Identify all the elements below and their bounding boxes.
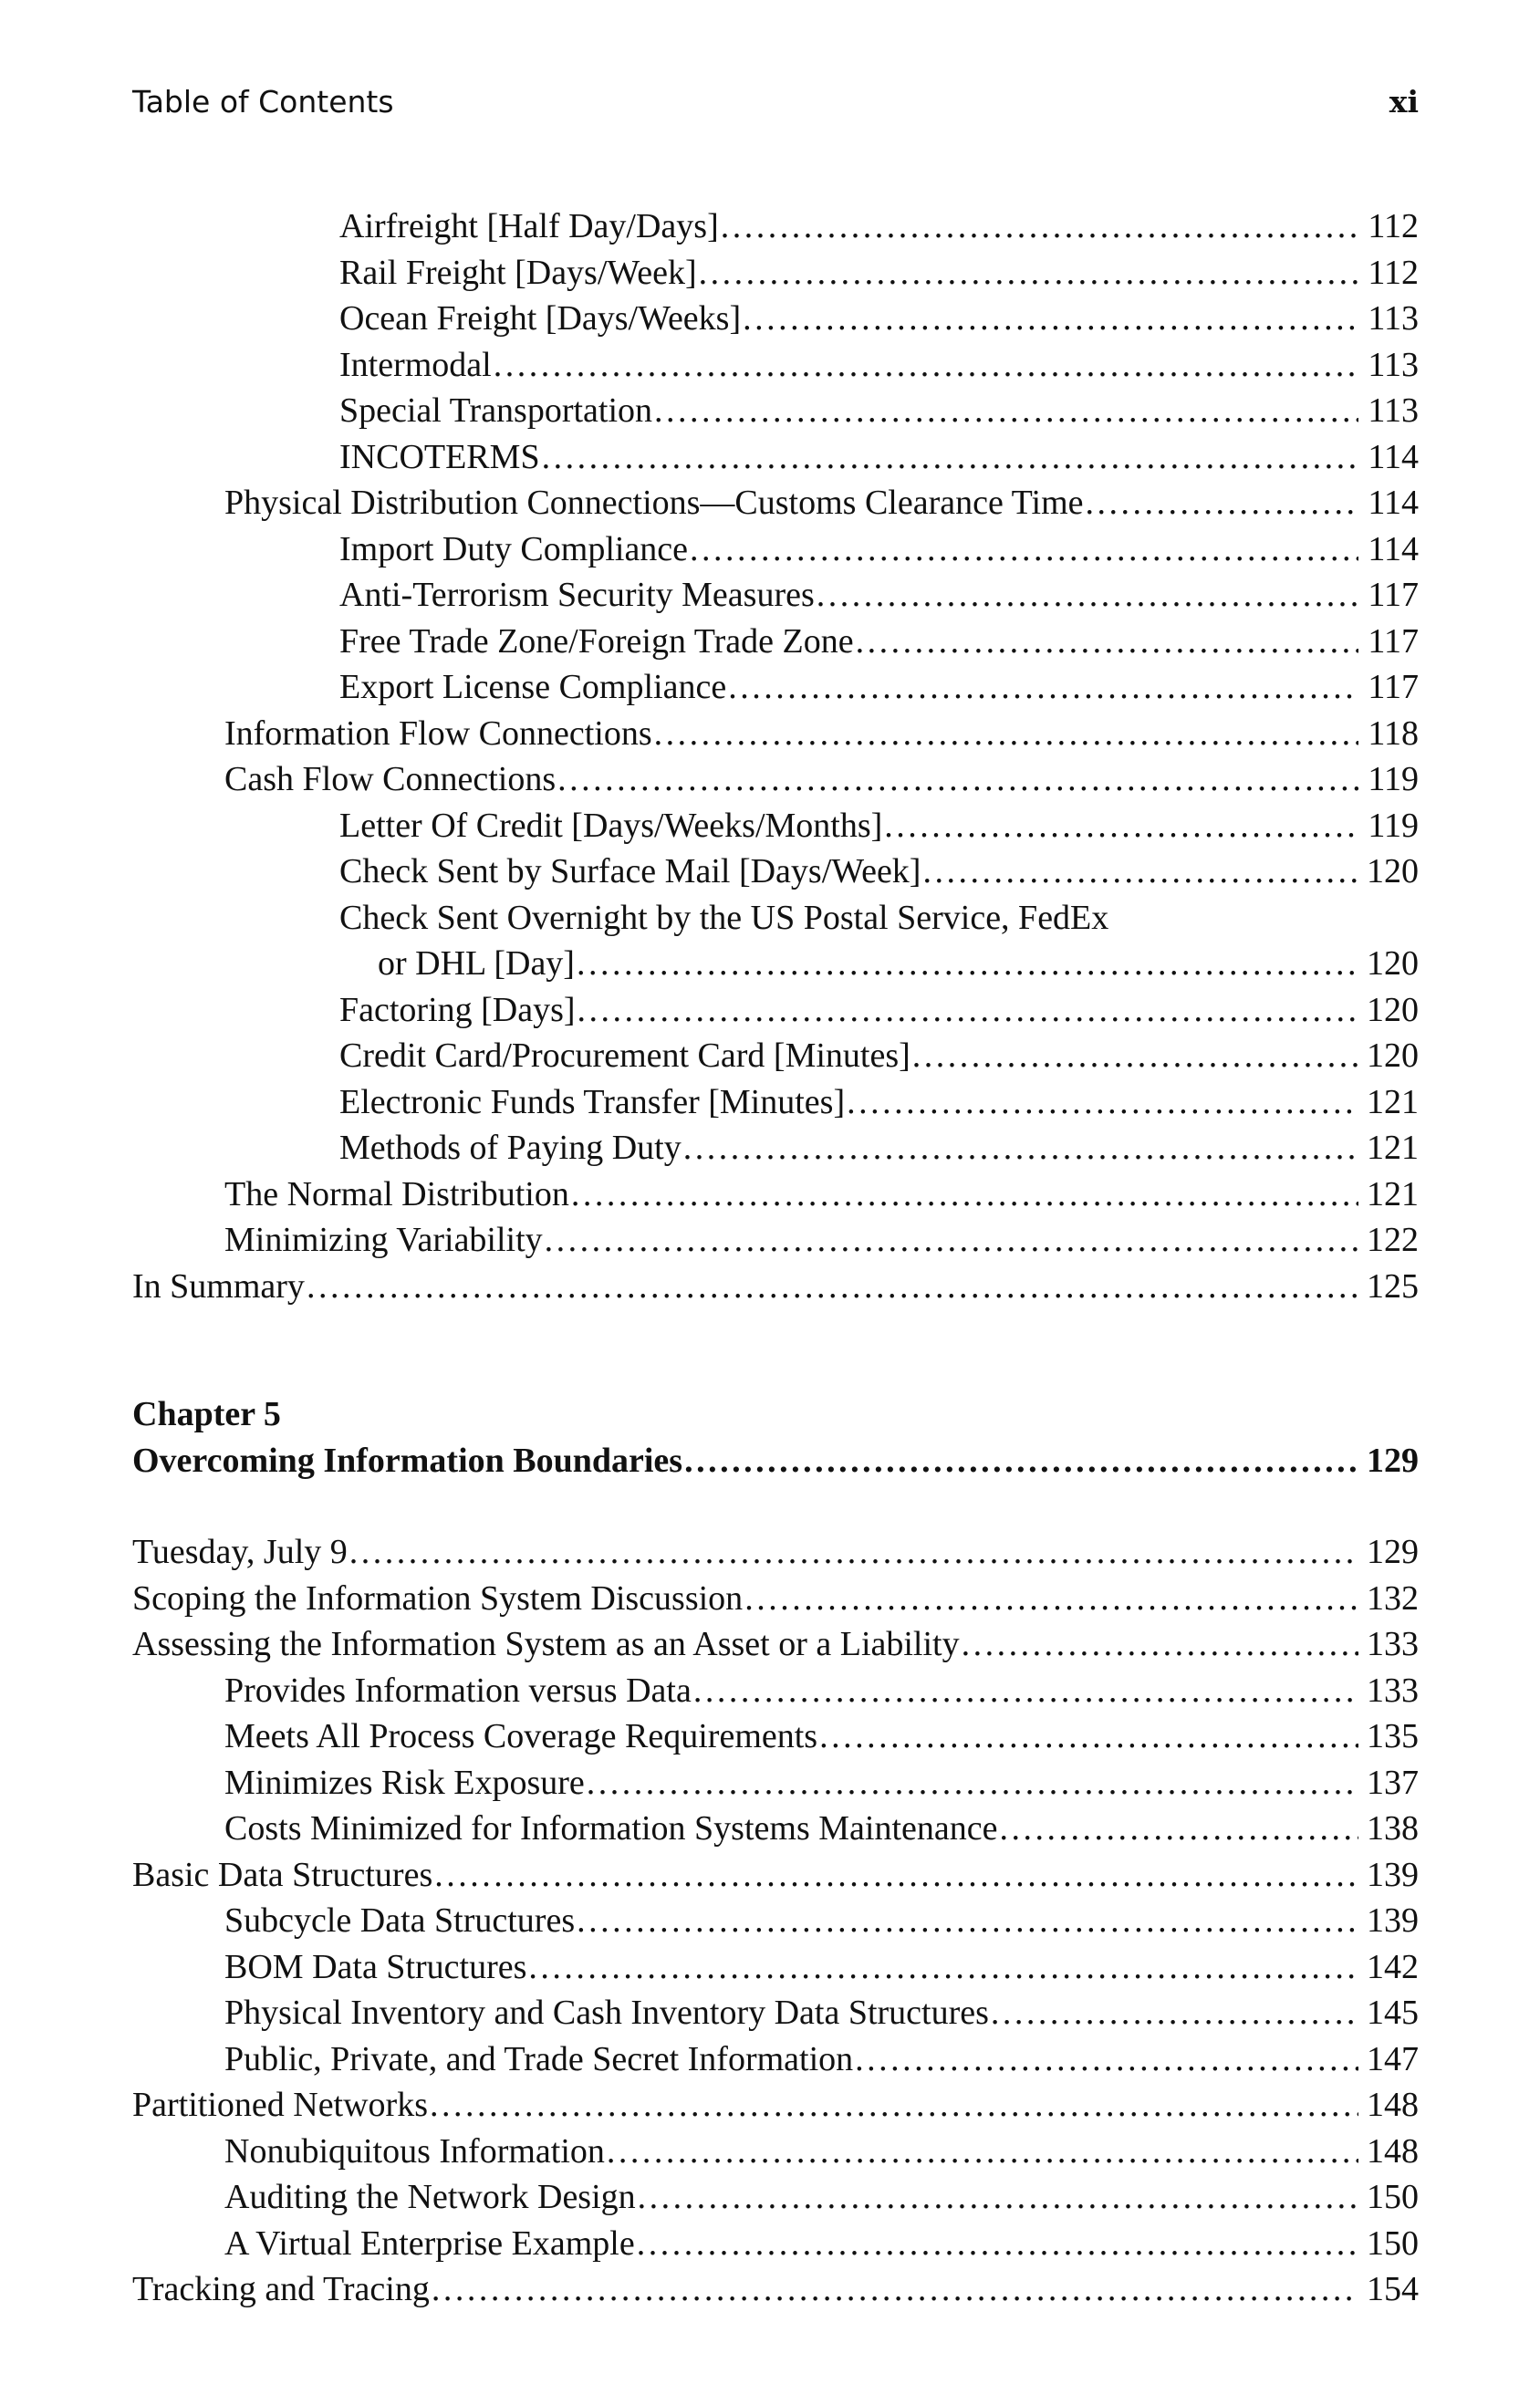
toc-entry-label: BOM Data Structures	[224, 1947, 527, 1986]
dot-leader	[847, 1079, 1358, 1126]
toc-entry[interactable]	[132, 941, 1419, 987]
toc-entry-label: Nonubiquitous Information	[224, 2131, 605, 2171]
running-header-title: Table of Contents	[132, 84, 394, 120]
toc-entry-page: 121	[1367, 1129, 1419, 1167]
toc-entry-label: Subcycle Data Structures	[224, 1901, 576, 1940]
toc-entry-page: 148	[1367, 2131, 1419, 2171]
dot-leader	[817, 572, 1358, 619]
dot-leader	[654, 711, 1358, 757]
toc-entry-page: 117	[1368, 621, 1419, 661]
toc-entry-page: 148	[1367, 2086, 1419, 2124]
toc-entry-page: 112	[1368, 253, 1419, 292]
toc-entry-page: 114	[1368, 437, 1419, 476]
toc-entry-page: 121	[1367, 1174, 1419, 1213]
toc-entry-label: Export License Compliance	[339, 668, 727, 706]
toc-entry-label: Factoring [Days]	[339, 990, 576, 1029]
toc-entry-page: 145	[1367, 1994, 1419, 2032]
toc-entry[interactable]	[132, 895, 1419, 942]
toc-entry-page: 139	[1367, 1901, 1419, 1940]
toc-entry[interactable]	[132, 711, 1419, 757]
toc-entry[interactable]	[132, 619, 1419, 665]
toc-entry[interactable]	[132, 1990, 1419, 2036]
toc-entry[interactable]	[132, 1264, 1419, 1310]
toc-entry-label: Minimizing Variability	[224, 1221, 543, 1259]
toc-entry[interactable]	[132, 434, 1419, 481]
dot-leader	[557, 756, 1358, 803]
toc-entry-label: The Normal Distribution	[224, 1174, 569, 1213]
toc-entry[interactable]	[132, 1033, 1419, 1079]
toc-entry[interactable]	[132, 1171, 1419, 1218]
toc-entry[interactable]	[132, 849, 1419, 895]
dot-leader	[962, 1621, 1358, 1668]
toc-section-chapter-5	[132, 1529, 1419, 2313]
dot-leader	[577, 941, 1358, 987]
page-number: xi	[1389, 84, 1419, 120]
chapter-5-heading	[132, 1391, 1419, 1484]
dot-leader	[432, 2266, 1358, 2313]
toc-entry-page: 112	[1368, 207, 1419, 245]
toc-entry[interactable]	[132, 526, 1419, 573]
dot-leader	[430, 2082, 1358, 2129]
dot-leader	[912, 1033, 1358, 1079]
toc-entry[interactable]	[132, 756, 1419, 803]
dot-leader	[528, 1944, 1358, 1991]
toc-entry[interactable]	[132, 987, 1419, 1034]
toc-entry-label: A Virtual Enterprise Example	[224, 2223, 635, 2263]
toc-entry-label: Letter Of Credit [Days/Weeks/Months]	[339, 806, 883, 845]
dot-leader	[1086, 480, 1358, 526]
dot-leader	[683, 1125, 1358, 1171]
chapter-title: Overcoming Information Boundaries	[132, 1441, 683, 1480]
toc-entry[interactable]	[132, 2266, 1419, 2313]
toc-entry[interactable]	[132, 296, 1419, 342]
toc-entry[interactable]	[132, 250, 1419, 297]
toc-entry-page: 117	[1368, 668, 1419, 706]
toc-entry-label: or DHL [Day]	[378, 944, 575, 983]
toc-entry-page: 121	[1367, 1082, 1419, 1121]
dot-leader	[999, 1806, 1358, 1852]
toc-entry[interactable]	[132, 1125, 1419, 1171]
dot-leader	[578, 987, 1358, 1034]
toc-entry-page: 133	[1367, 1625, 1419, 1663]
dot-leader	[922, 849, 1358, 895]
toc-entry-page: 120	[1367, 1036, 1419, 1075]
dot-leader	[542, 434, 1358, 481]
toc-entry-page: 119	[1368, 760, 1419, 798]
toc-entry-page: 120	[1367, 852, 1419, 890]
toc-entry-page: 114	[1368, 484, 1419, 522]
dot-leader	[349, 1529, 1358, 1576]
toc-entry-page: 122	[1367, 1221, 1419, 1259]
toc-entry-label: In Summary	[132, 1266, 305, 1306]
toc-entry-label: Methods of Paying Duty	[339, 1129, 682, 1167]
toc-entry-page: 150	[1367, 2223, 1419, 2263]
toc-entry[interactable]	[132, 2129, 1419, 2175]
toc-entry-label: Costs Minimized for Information Systems Maintenance	[224, 1809, 998, 1848]
toc-entry[interactable]	[132, 203, 1419, 250]
dot-leader	[587, 1760, 1358, 1807]
dot-leader	[577, 1898, 1358, 1944]
toc-entry-label: Cash Flow Connections	[224, 760, 557, 798]
dot-leader	[744, 1576, 1358, 1622]
dot-leader	[699, 250, 1358, 297]
toc-entry[interactable]	[132, 2174, 1419, 2221]
toc-entry-page: 113	[1368, 345, 1419, 384]
dot-leader	[721, 203, 1358, 250]
toc-entry[interactable]	[132, 1944, 1419, 1991]
dot-leader	[307, 1264, 1358, 1310]
toc-section-continued	[132, 203, 1419, 1309]
toc-entry-label: Minimizes Risk Exposure	[224, 1763, 585, 1802]
dot-leader	[637, 2221, 1358, 2267]
dot-leader	[991, 1990, 1358, 2036]
toc-entry[interactable]	[132, 664, 1419, 711]
toc-entry[interactable]	[132, 1760, 1419, 1807]
toc-entry[interactable]	[132, 572, 1419, 619]
toc-entry-label: Airfreight [Half Day/Days]	[339, 207, 719, 245]
dot-leader	[434, 1852, 1358, 1899]
toc-entry-page: 139	[1367, 1855, 1419, 1894]
toc-entry-label: Electronic Funds Transfer [Minutes]	[339, 1082, 846, 1121]
toc-entry-label: Basic Data Structures	[132, 1855, 433, 1894]
chapter-page: 129	[1367, 1441, 1419, 1480]
toc-entry-label: Free Trade Zone/Foreign Trade Zone	[339, 621, 854, 661]
toc-entry-label: Assessing the Information System as an Asset or a Liability	[132, 1625, 960, 1663]
toc-entry-label: Anti-Terrorism Security Measures	[339, 576, 815, 614]
dot-leader	[855, 2036, 1358, 2083]
toc-entry-label: Provides Information versus Data	[224, 1671, 692, 1710]
toc-entry[interactable]	[132, 1217, 1419, 1264]
toc-entry-page: 113	[1368, 391, 1419, 430]
toc-entry-label: Tuesday, July 9	[132, 1533, 348, 1571]
dot-leader	[819, 1713, 1358, 1760]
toc-entry-page: 114	[1368, 529, 1419, 568]
toc-entry-page: 133	[1367, 1671, 1419, 1710]
toc-entry-label: Credit Card/Procurement Card [Minutes]	[339, 1036, 910, 1075]
chapter-number: Chapter 5	[132, 1395, 281, 1433]
toc-entry-page: 113	[1368, 299, 1419, 338]
dot-leader	[728, 664, 1358, 711]
dot-leader	[884, 803, 1358, 849]
dot-leader	[743, 296, 1358, 342]
toc-entry-page: 129	[1367, 1533, 1419, 1571]
toc-entry[interactable]	[132, 2221, 1419, 2267]
toc-entry[interactable]	[132, 1079, 1419, 1126]
dot-leader	[693, 1668, 1358, 1714]
toc-entry-label: Check Sent Overnight by the US Postal Service, FedEx	[339, 898, 1109, 937]
dot-leader	[654, 388, 1358, 434]
toc-entry[interactable]	[132, 1576, 1419, 1622]
toc-entry-page: 154	[1367, 2270, 1419, 2308]
toc-entry-page: 137	[1367, 1763, 1419, 1802]
toc-entry-label: Rail Freight [Days/Week]	[339, 253, 697, 292]
toc-entry-page: 142	[1367, 1947, 1419, 1986]
toc-entry-label: Public, Private, and Trade Secret Information	[224, 2039, 854, 2078]
toc-entry[interactable]	[132, 388, 1419, 434]
chapter-title-row[interactable]	[132, 1438, 1419, 1484]
toc-entry-label: Physical Inventory and Cash Inventory Data Structures	[224, 1994, 989, 2032]
dot-leader	[494, 342, 1358, 389]
toc-entry[interactable]	[132, 480, 1419, 526]
toc-entry-page: 135	[1367, 1717, 1419, 1755]
toc-entry-label: Physical Distribution Connections—Customs Clearance Time	[224, 484, 1084, 522]
toc-entry-page: 120	[1367, 944, 1419, 983]
toc-entry[interactable]	[132, 1621, 1419, 1668]
dot-leader	[545, 1217, 1358, 1264]
toc-entry-page: 138	[1367, 1809, 1419, 1848]
toc-entry-page: 132	[1367, 1578, 1419, 1618]
toc-entry-label: Scoping the Information System Discussion	[132, 1578, 744, 1618]
toc-entry-label: Intermodal	[339, 345, 492, 384]
toc-entry-label: Information Flow Connections	[224, 713, 652, 753]
toc-entry[interactable]	[132, 2082, 1419, 2129]
dot-leader	[684, 1438, 1358, 1484]
toc-entry-label: Ocean Freight [Days/Weeks]	[339, 299, 742, 338]
toc-entry-page: 147	[1367, 2039, 1419, 2078]
toc-entry[interactable]	[132, 1852, 1419, 1899]
toc-entry-label: Meets All Process Coverage Requirements	[224, 1717, 818, 1755]
toc-entry-page: 119	[1368, 806, 1419, 845]
toc-entry[interactable]	[132, 1898, 1419, 1944]
toc-entry-label: Tracking and Tracing	[132, 2270, 430, 2308]
toc-entry-page: 125	[1367, 1266, 1419, 1306]
toc-entry-label: INCOTERMS	[339, 437, 540, 476]
dot-leader	[607, 2129, 1358, 2175]
toc-entry-page: 120	[1367, 990, 1419, 1029]
toc-entry-page: 117	[1368, 576, 1419, 614]
toc-entry[interactable]	[132, 1713, 1419, 1760]
toc-entry-page: 118	[1368, 713, 1419, 753]
toc-entry-label: Special Transportation	[339, 391, 653, 430]
toc-entry-page: 150	[1367, 2178, 1419, 2216]
dot-leader	[856, 619, 1358, 665]
toc-entry[interactable]	[132, 803, 1419, 849]
dot-leader	[690, 526, 1358, 573]
toc-entry[interactable]	[132, 1806, 1419, 1852]
toc-entry[interactable]	[132, 1668, 1419, 1714]
toc-entry[interactable]	[132, 342, 1419, 389]
toc-entry-label: Auditing the Network Design	[224, 2178, 636, 2216]
toc-entry[interactable]	[132, 2036, 1419, 2083]
toc-entry-label: Partitioned Networks	[132, 2086, 429, 2124]
dot-leader	[571, 1171, 1358, 1218]
toc-entry[interactable]	[132, 1529, 1419, 1576]
toc-entry-label: Import Duty Compliance	[339, 529, 689, 568]
running-header	[132, 84, 1419, 124]
dot-leader	[638, 2174, 1358, 2221]
toc-entry-label: Check Sent by Surface Mail [Days/Week]	[339, 852, 921, 890]
